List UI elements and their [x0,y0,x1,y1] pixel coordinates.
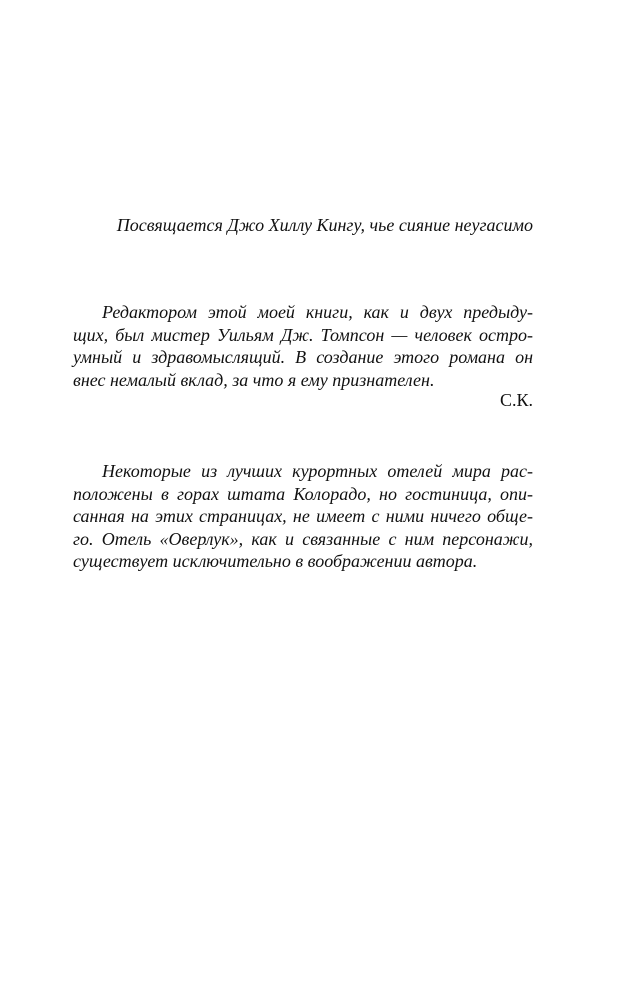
acknowledgment-line: щих, был мистер Уильям Дж. Томпсон — человек остро- [73,324,533,345]
disclaimer-line: положены в горах штата Колорадо, но гостиница, опи- [73,483,533,504]
author-signature: С.К. [499,390,533,410]
acknowledgment-line: Редактором этой моей книги, как и двух предыду- [102,302,533,322]
disclaimer-line: существует исключительно в воображении автора. [73,551,478,571]
acknowledgment-line: умный и здравомыслящий. В создание этого романа он [73,347,533,367]
disclaimer-line: го. Отель «Оверлук», как и связанные с ним персонажи, [73,528,533,549]
disclaimer-line: санная на этих страницах, не имеет с ними ничего обще- [73,506,533,526]
acknowledgment-paragraph [73,301,533,391]
disclaimer-paragraph [73,460,533,573]
acknowledgment-line: внес немалый вклад, за что я ему признателен. [73,369,435,390]
dedication: Посвящается Джо Хиллу Кингу, чье сияние неугасимо [116,215,533,235]
disclaimer-line: Некоторые из лучших курортных отелей мира рас- [102,461,533,481]
